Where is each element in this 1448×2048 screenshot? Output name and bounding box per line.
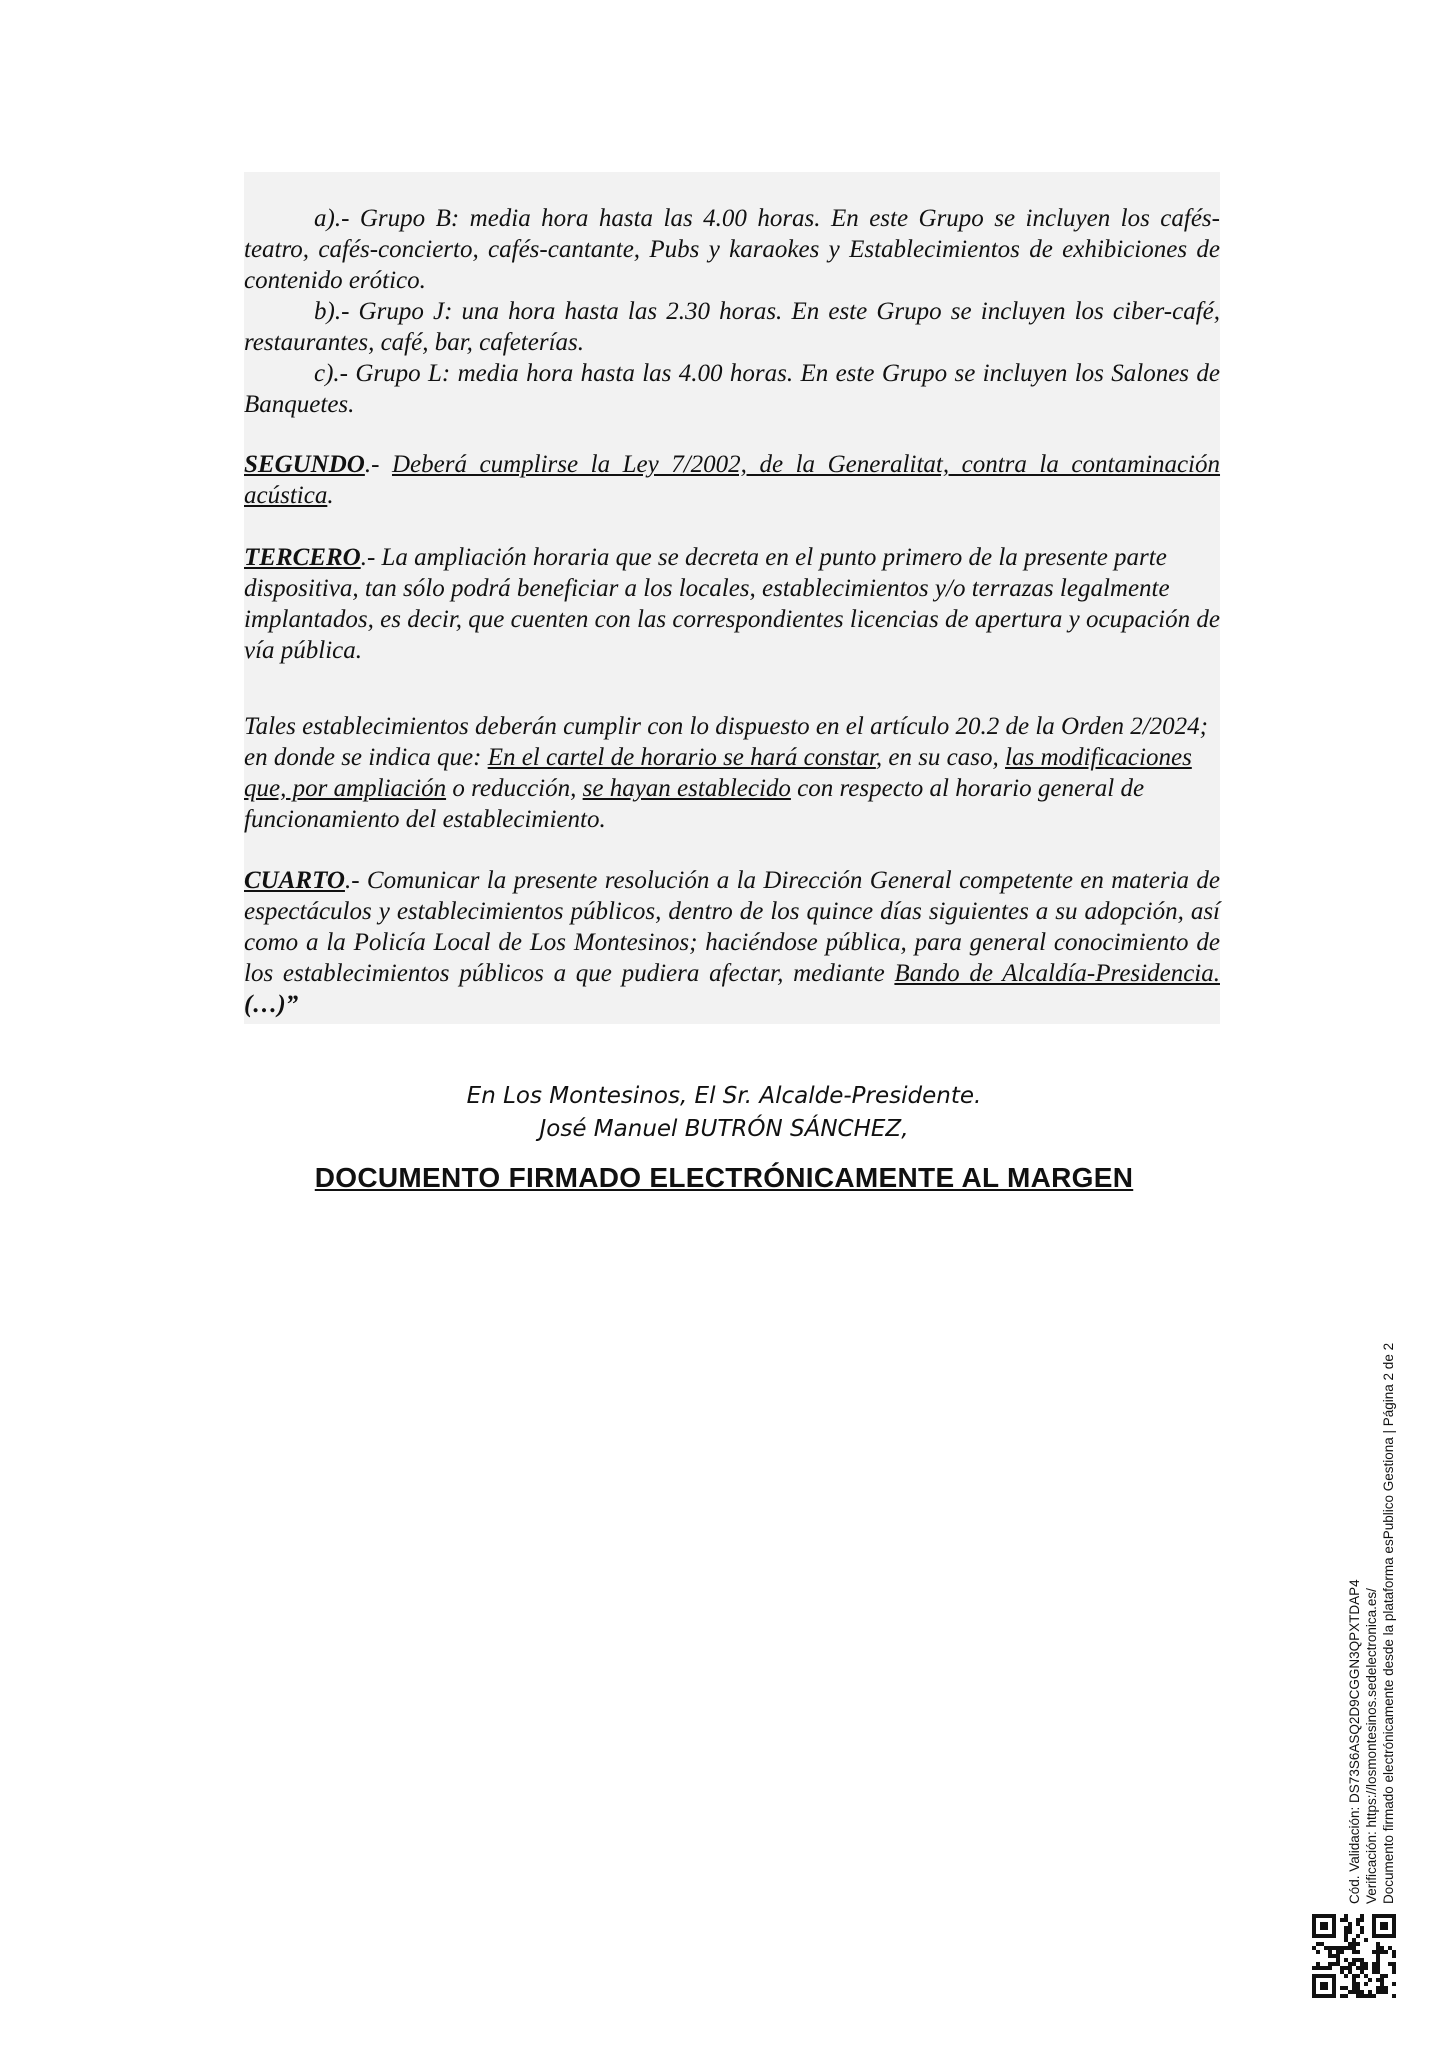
tales-underline-3: se hayan establecido [582, 775, 791, 802]
tales-underline-1: En el cartel de horario se hará constar [487, 744, 876, 771]
segundo-end: . [327, 482, 334, 509]
cuarto-ending: (…)” [244, 991, 299, 1018]
qr-code-icon [1312, 1914, 1396, 1998]
tales-underline-2: las modificaciones que, por ampliación [244, 744, 1192, 802]
item-a: a).- Grupo B: media hora hasta las 4.00 horas. En este Grupo se incluyen los cafés-teatro, cafés-concierto, cafés-cantante, Pubs y karaokes y Establecimientos de exhibiciones de contenido erótico. [244, 205, 1220, 294]
segundo-text: Deberá cumplirse la Ley 7/2002, de la Generalitat, contra la contaminación acústica [244, 451, 1221, 509]
segundo-label: SEGUNDO [244, 451, 365, 478]
tales-text-1: Tales establecimientos deberán cumplir con lo dispuesto en el artículo 20.2 de la Orden 2/2024; en donde se indica que: [244, 713, 1209, 771]
signature-name: José Manuel BUTRÓN SÁNCHEZ, [539, 1116, 909, 1142]
signed-notice: DOCUMENTO FIRMADO ELECTRÓNICAMENTE AL MARGEN [314, 1162, 1134, 1193]
segundo-dash: .- [364, 451, 392, 478]
validation-margin-text [1346, 1284, 1426, 1904]
cuarto-bando: Bando de Alcaldía-Presidencia. [894, 960, 1220, 987]
paragraph-tales [244, 711, 1220, 835]
validation-code: Cód. Validación: DS73S6ASQ2D9CGGN3QPXTDAP4 [1347, 1579, 1362, 1904]
verification-url: Verificación: https://losmontesinos.sedelectronica.es/ [1364, 1588, 1379, 1904]
tercero-text: .- La ampliación horaria que se decreta en el punto primero de la presente parte dispositiva, tan sólo podrá beneficiar a los locales, establecimientos y/o terrazas legalmente implantados, es decir, que cuenten con las correspondientes licencias de apertura y ocupación de vía pública. [244, 544, 1220, 664]
tales-text-4: con respecto al horario general de funcionamiento del establecimiento. [244, 775, 1145, 833]
cuarto-text: .- Comunicar la presente resolución a la Dirección General competente en materia de espectáculos y establecimientos públicos, dentro de los quince días siguientes a su adopción, así como a la Policía Local de Los Montesinos; haciéndose pública, para general conocimiento de los establecimientos públicos a que pudiera afectar, mediante [244, 867, 1220, 987]
signature-place: En Los Montesinos, El Sr. Alcalde-Presidente. [466, 1083, 982, 1109]
signature-platform-note: Documento firmado electrónicamente desde la plataforma esPublico Gestiona | Página 2 de 2 [1381, 1342, 1396, 1904]
tercero-label: TERCERO [244, 544, 361, 571]
paragraph-segundo [244, 449, 1220, 511]
cuarto-label: CUARTO [244, 867, 345, 894]
item-b: b).- Grupo J: una hora hasta las 2.30 horas. En este Grupo se incluyen los ciber-café, restaurantes, café, bar, cafeterías. [244, 298, 1220, 356]
paragraph-tercero [244, 542, 1220, 666]
tales-text-3: o reducción, [446, 775, 583, 802]
item-c: c).- Grupo L: media hora hasta las 4.00 horas. En este Grupo se incluyen los Salones de Banquetes. [244, 360, 1220, 418]
tales-text-2: , en su caso, [875, 744, 1006, 771]
paragraph-cuarto [244, 865, 1220, 1020]
